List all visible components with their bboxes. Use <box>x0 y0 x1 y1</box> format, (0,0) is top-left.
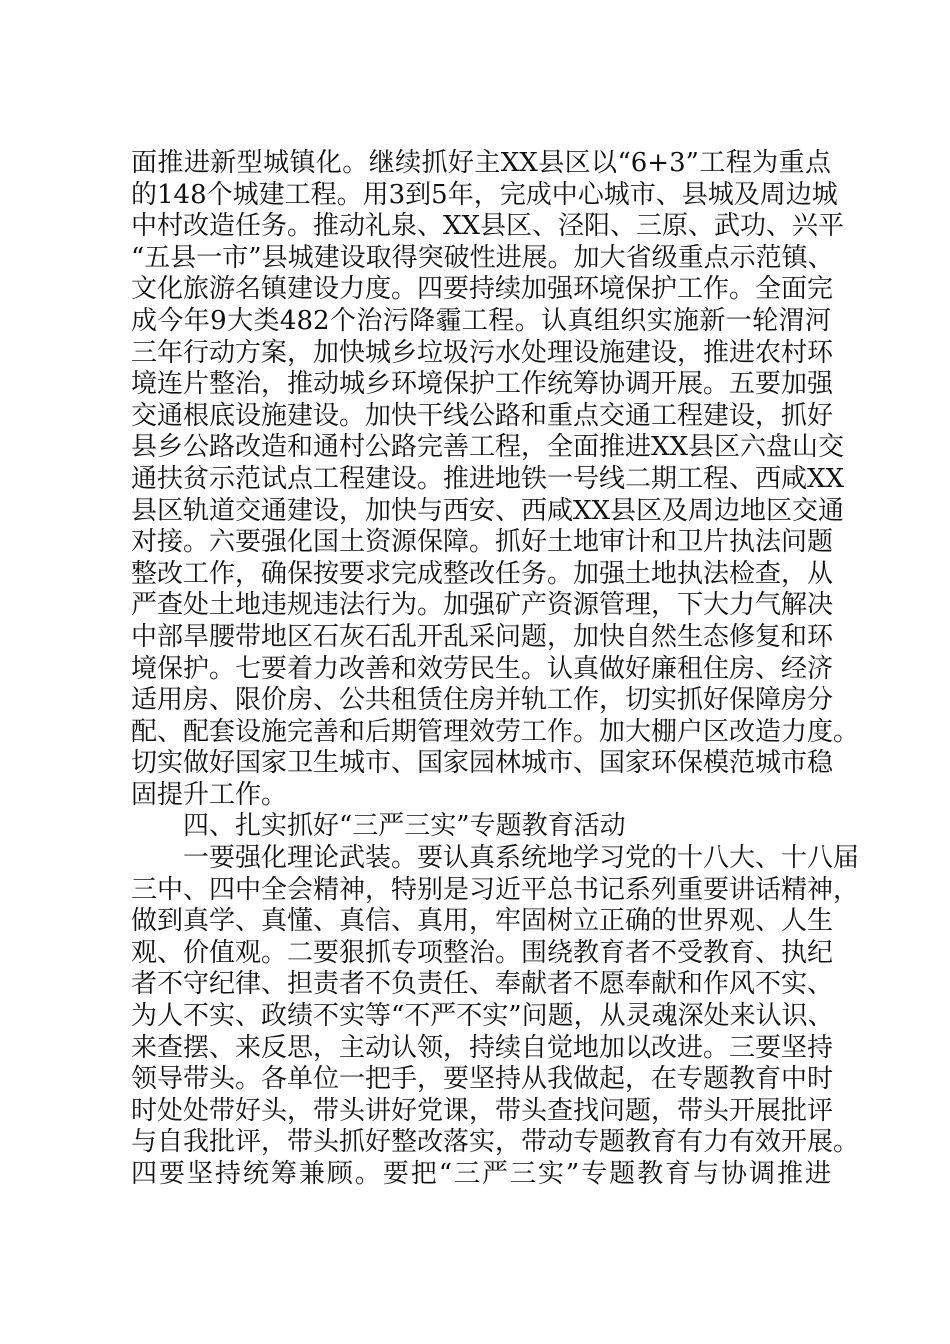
text-line-25: 做到真学、真懂、真信、真用，牢固树立正确的世界观、人生 <box>131 906 834 937</box>
text-line-9: 交通根底设施建设。加快干线公路和重点交通工程建设，抓好 <box>131 400 834 431</box>
text-line-1: 面推进新型城镇化。继续抓好主XX县区以“6+3”工程为重点 <box>131 148 831 178</box>
text-line-8: 境连片整治，推动城乡环境保护工作统筹协调开展。五要加强 <box>131 369 834 400</box>
text-line-24: 三中、四中全会精神，特别是习近平总书记系列重要讲话精神， <box>131 874 860 905</box>
text-line-10: 县乡公路改造和通村公路完善工程，全面推进XX县区六盘山交 <box>131 432 845 463</box>
text-line-28: 为人不实、政绩不实等“不严不实”问题，从灵魂深处来认识、 <box>131 1001 834 1032</box>
text-line-16: 中部旱腰带地区石灰石乱开乱采问题，加快自然生态修复和环 <box>131 621 834 652</box>
text-line-33: 四要坚持统筹兼顾。要把“三严三实”专题教育与协调推进 <box>131 1159 831 1189</box>
text-line-30: 领导带头。各单位一把手，要坚持从我做起，在专题教育中时 <box>131 1064 834 1095</box>
text-line-27: 者不守纪律、担责者不负责任、奉献者不愿奉献和作风不实、 <box>131 969 834 1000</box>
text-line-23: 一要强化理论武装。要认真系统地学习党的十八大、十八届 <box>183 843 860 874</box>
text-line-4: “五县一市”县城建设取得突破性进展。加大省级重点示范镇、 <box>131 242 834 273</box>
section-heading: 四、扎实抓好“三严三实”专题教育活动 <box>183 811 626 842</box>
text-line-32: 与自我批评，带头抓好整改落实，带动专题教育有力有效开展。 <box>131 1127 860 1158</box>
text-line-2: 的148个城建工程。用3到5年，完成中心城市、县城及周边城 <box>131 179 838 210</box>
text-line-7: 三年行动方案，加快城乡垃圾污水处理设施建设，推进农村环 <box>131 337 834 368</box>
text-line-3: 中村改造任务。推动礼泉、XX县区、泾阳、三原、武功、兴平 <box>131 211 845 242</box>
text-line-6: 成今年9大类482个治污降霾工程。认真组织实施新一轮渭河 <box>131 305 831 336</box>
text-line-12: 县区轨道交通建设，加快与西安、西咸XX县区及周边地区交通 <box>131 495 845 526</box>
text-line-18: 适用房、限价房、公共租赁住房并轨工作，切实抓好保障房分 <box>131 685 834 716</box>
text-line-11: 通扶贫示范试点工程建设。推进地铁一号线二期工程、西咸XX <box>131 463 845 494</box>
text-line-26: 观、价值观。二要狠抓专项整治。围绕教育者不受教育、执纪 <box>131 937 834 968</box>
text-line-19: 配、配套设施完善和后期管理效劳工作。加大棚户区改造力度。 <box>131 716 860 747</box>
text-line-20: 切实做好国家卫生城市、国家园林城市、国家环保模范城市稳 <box>131 748 834 779</box>
text-line-15: 严查处土地违规违法行为。加强矿产资源管理，下大力气解决 <box>131 590 834 621</box>
text-line-29: 来查摆、来反思，主动认领，持续自觉地加以改进。三要坚持 <box>131 1032 834 1063</box>
text-line-31: 时处处带好头，带头讲好党课，带头查找问题，带头开展批评 <box>131 1095 834 1126</box>
text-line-17: 境保护。七要着力改善和效劳民生。认真做好廉租住房、经济 <box>131 653 834 684</box>
text-line-5: 文化旅游名镇建设力度。四要持续加强环境保护工作。全面完 <box>131 274 834 305</box>
text-line-21: 固提升工作。 <box>131 779 288 810</box>
text-line-14: 整改工作，确保按要求完成整改任务。加强土地执法检查，从 <box>131 558 834 589</box>
body-text <box>131 148 860 1191</box>
text-line-13: 对接。六要强化国土资源保障。抓好土地审计和卫片执法问题 <box>131 527 834 558</box>
